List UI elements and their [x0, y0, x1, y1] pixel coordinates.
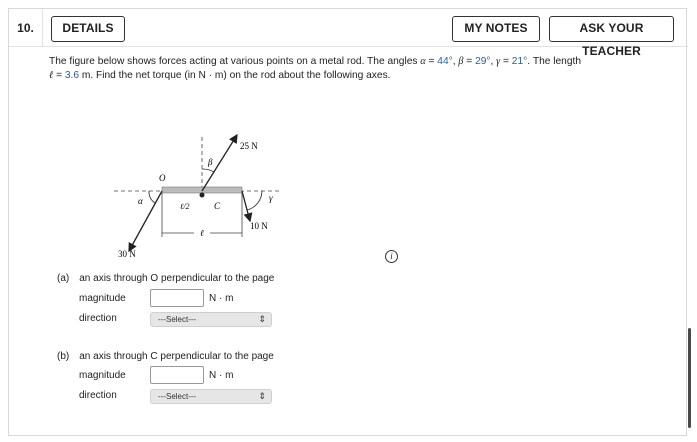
alpha-arc: [149, 191, 155, 203]
rod-force-diagram: [104, 129, 304, 269]
force-10n-label: 10 N: [250, 221, 268, 231]
part-a-magnitude-input[interactable]: [150, 289, 204, 307]
alpha-label: α: [138, 196, 143, 206]
prompt-text: The figure below shows forces acting at various points on a metal rod. The angles: [49, 56, 421, 67]
equals: =: [463, 56, 476, 67]
select-chevron-icon: ⇕: [258, 314, 266, 324]
alpha-value: 44°: [437, 56, 453, 67]
prompt-text: . The length: [527, 56, 581, 67]
equals: =: [500, 56, 512, 67]
diagram-svg: [104, 129, 304, 269]
force-25n-label: 25 N: [240, 141, 258, 151]
force-30n-label: 30 N: [118, 249, 136, 259]
half-length-label: ℓ/2: [180, 202, 190, 211]
question-header: [9, 9, 688, 58]
ask-teacher-button[interactable]: ASK YOUR TEACHER: [549, 16, 674, 42]
part-b-direction-select[interactable]: [150, 389, 272, 404]
part-a-magnitude-label: magnitude: [79, 293, 126, 304]
part-a-title: [57, 273, 274, 284]
separator: ,: [490, 56, 497, 67]
beta-value: 29°: [475, 56, 491, 67]
point-c-label: C: [214, 201, 221, 211]
part-b-text: an axis through C perpendicular to the page: [79, 351, 274, 362]
gamma-label: γ: [269, 193, 273, 203]
question-prompt: [49, 55, 649, 82]
prompt-text: m. Find the net torque (in N · m) on the rod about the following axes.: [79, 69, 391, 81]
part-a-unit: N · m: [209, 293, 234, 304]
question-number: 10.: [9, 9, 43, 47]
gamma-symbol: γ: [496, 56, 501, 67]
part-a-text: an axis through O perpendicular to the page: [79, 273, 275, 284]
my-notes-button[interactable]: MY NOTES: [452, 16, 540, 42]
part-a-select-value: ---Select---: [158, 315, 197, 324]
equals: =: [425, 56, 438, 67]
question-card: [8, 8, 687, 436]
force-10n-arrow: [242, 191, 250, 221]
beta-arc: [202, 169, 214, 172]
length-label: ℓ: [200, 228, 204, 238]
beta-label: β: [208, 157, 213, 167]
part-b-magnitude-label: magnitude: [79, 370, 126, 381]
separator: ,: [452, 56, 459, 67]
alpha-symbol: α: [420, 56, 426, 67]
part-b-magnitude-input[interactable]: [150, 366, 204, 384]
part-b-direction-label: direction: [79, 390, 117, 401]
beta-symbol: β: [458, 56, 464, 67]
point-o-label: O: [159, 173, 166, 183]
equals: =: [53, 69, 65, 81]
details-button[interactable]: DETAILS: [51, 16, 125, 42]
point-c-marker: [200, 193, 205, 198]
part-a-direction-label: direction: [79, 313, 117, 324]
part-b-unit: N · m: [209, 370, 234, 381]
gamma-arc: [247, 191, 262, 210]
part-b-select-value: ---Select---: [158, 392, 197, 401]
gamma-value: 21°: [511, 56, 528, 67]
ell-symbol: ℓ: [49, 69, 54, 81]
part-b-title: [57, 351, 274, 362]
force-30n-arrow: [129, 191, 162, 251]
part-a-direction-select[interactable]: [150, 312, 272, 327]
info-icon[interactable]: i: [385, 250, 398, 263]
page-scrollbar[interactable]: [688, 328, 691, 428]
length-value: 3.6: [64, 69, 80, 81]
select-chevron-icon: ⇕: [258, 391, 266, 401]
part-b-letter: (b): [57, 351, 70, 362]
part-a-letter: (a): [57, 273, 70, 284]
